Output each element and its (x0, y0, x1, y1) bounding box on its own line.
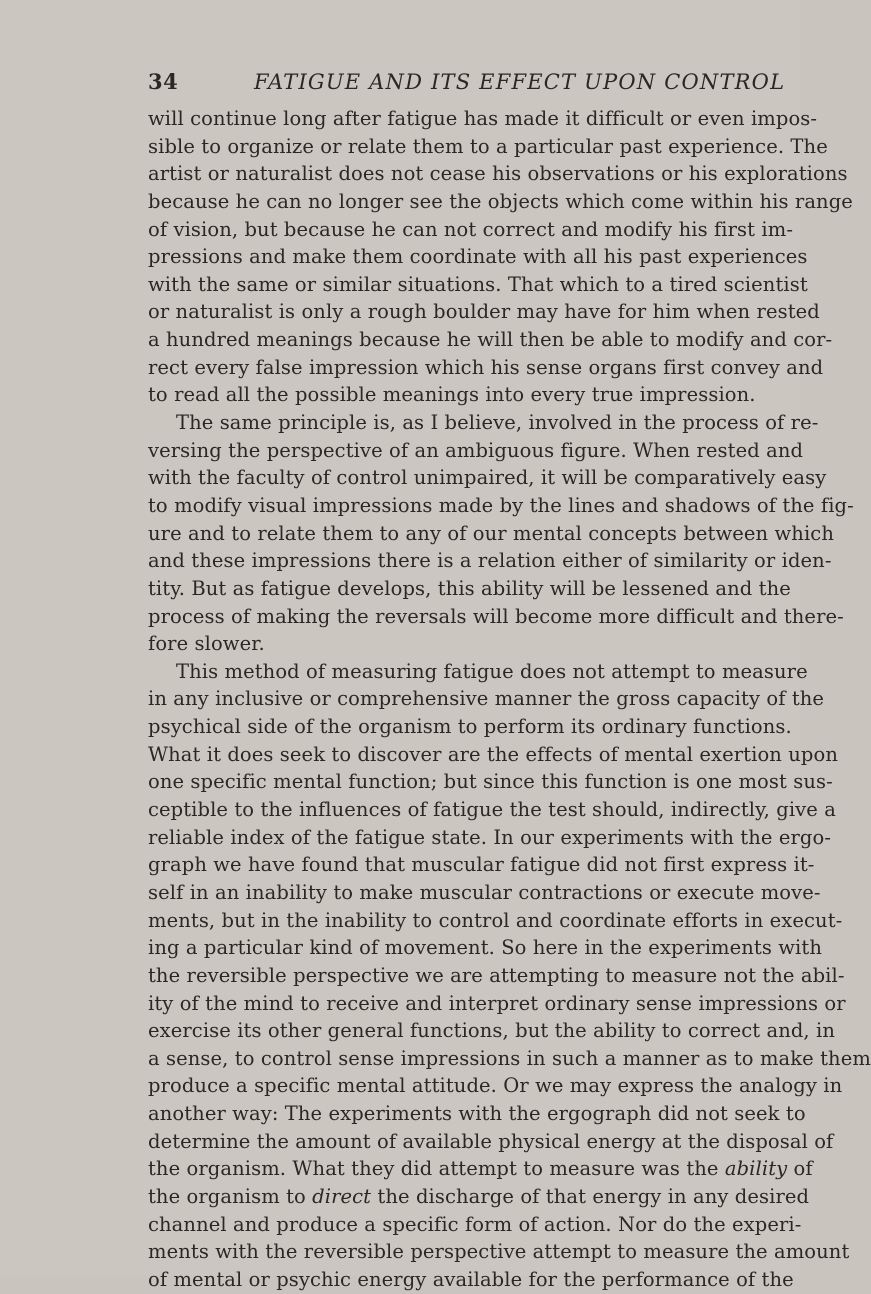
text-segment: of (787, 1157, 813, 1181)
text-line: exercise its other general functions, but the ability to correct and, in (148, 1019, 836, 1043)
text-segment: the organism. What they did attempt to measure was the (148, 1157, 725, 1181)
text-line: determine the amount of available physical energy at the disposal of (148, 1129, 834, 1153)
text-line: another way: The experiments with the ergograph did not seek to (148, 1102, 806, 1126)
text-line: tity. But as fatigue develops, this ability will be lessened and the (148, 576, 791, 600)
text-line: What it does seek to discover are the effects of mental exertion upon (148, 742, 838, 766)
text-line: reliable index of the fatigue state. In our experiments with the ergo- (148, 825, 832, 849)
text-line: a sense, to control sense impressions in such a manner as to make them (148, 1046, 871, 1070)
body-text (148, 105, 871, 1294)
text-line: ments with the reversible perspective attempt to measure the amount (148, 1240, 850, 1264)
paragraph-start-line: The same principle is, as I believe, involved in the process of re- (176, 411, 819, 435)
text-line: psychical side of the organism to perform its ordinary functions. (148, 715, 792, 739)
text-line: fore slower. (148, 632, 265, 656)
text-line: graph we have found that muscular fatigue did not first express it- (148, 853, 815, 877)
text-line: self in an inability to make muscular contractions or execute move- (148, 880, 821, 904)
text-line: ments, but in the inability to control and coordinate efforts in execut- (148, 908, 843, 932)
text-line: produce a specific mental attitude. Or we may express the analogy in (148, 1074, 843, 1098)
italic-word: direct (312, 1184, 372, 1208)
text-line: versing the perspective of an ambiguous figure. When rested and (148, 438, 804, 462)
text-line: process of making the reversals will become more difficult and there- (148, 604, 844, 628)
text-line-with-italic (148, 1183, 810, 1211)
text-line: of mental or psychic energy available for the performance of the (148, 1267, 794, 1291)
text-line: pressions and make them coordinate with all his past experiences (148, 245, 808, 269)
text-line: or naturalist is only a rough boulder may have for him when rested (148, 300, 820, 324)
text-line: because he can no longer see the objects which come within his range (148, 189, 853, 213)
page-number: 34 (148, 69, 179, 94)
text-line: ing a particular kind of movement. So here in the experiments with (148, 936, 822, 960)
text-line: ceptible to the influences of fatigue the test should, indirectly, give a (148, 798, 836, 822)
text-line: of vision, but because he can not correct and modify his first im- (148, 217, 794, 241)
text-segment: the discharge of that energy in any desired (371, 1184, 810, 1208)
text-line: sible to organize or relate them to a particular past experience. The (148, 134, 828, 158)
text-line: with the same or similar situations. That which to a tired scientist (148, 272, 808, 296)
text-segment: the organism to (148, 1184, 313, 1208)
text-line: artist or naturalist does not cease his observations or his explorations (148, 162, 848, 186)
text-line: ity of the mind to receive and interpret ordinary sense impressions or (148, 991, 846, 1015)
text-line: one specific mental function; but since this function is one most sus- (148, 770, 833, 794)
text-line: and these impressions there is a relation either of similarity or iden- (148, 549, 832, 573)
text-line: to read all the possible meanings into every true impression. (148, 383, 756, 407)
text-line: the reversible perspective we are attempting to measure not the abil- (148, 963, 845, 987)
text-line: a hundred meanings because he will then be able to modify and cor- (148, 328, 833, 352)
paragraph-start-line: This method of measuring fatigue does not attempt to measure (176, 659, 808, 683)
text-line: in any inclusive or comprehensive manner the gross capacity of the (148, 687, 825, 711)
text-line: will continue long after fatigue has made it difficult or even impos- (148, 107, 818, 130)
chapter-title: FATIGUE AND ITS EFFECT UPON CONTROL (254, 70, 786, 94)
text-line: with the faculty of control unimpaired, it will be comparatively easy (148, 466, 827, 490)
italic-word: ability (724, 1157, 788, 1181)
text-line: to modify visual impressions made by the lines and shadows of the fig- (148, 493, 854, 517)
text-line: ure and to relate them to any of our mental concepts between which (148, 521, 834, 545)
text-line: rect every false impression which his sense organs first convey and (148, 355, 824, 379)
text-line-with-italic (148, 1155, 813, 1183)
running-head (148, 62, 786, 102)
text-line: channel and produce a specific form of action. Nor do the experi- (148, 1212, 802, 1236)
